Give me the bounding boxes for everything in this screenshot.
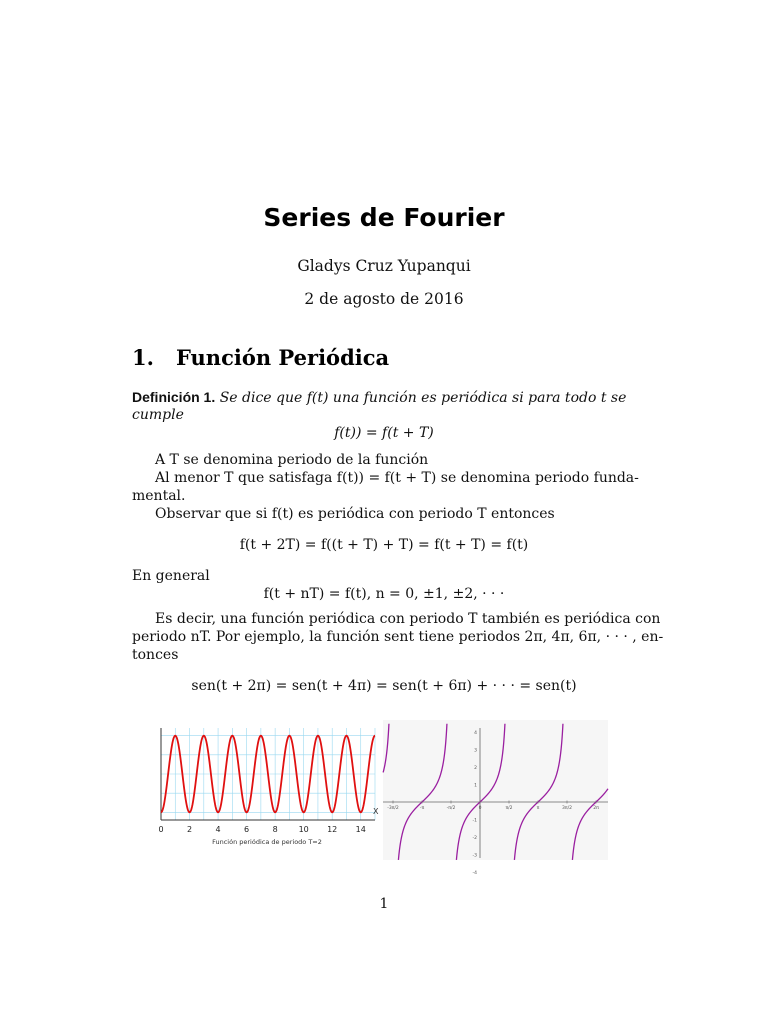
document-title: Series de Fourier: [263, 203, 505, 232]
definition-text-1: Se dice que f(t) una función es periódica si para todo t se: [219, 390, 627, 406]
y-tick-label: -1: [472, 818, 477, 824]
periodic-function-chart: [155, 720, 380, 850]
x-tick-label: 14: [355, 825, 366, 834]
x-tick-label: 3π/2: [562, 806, 572, 811]
x-tick-label: π/2: [505, 806, 513, 811]
y-tick-label: 1: [474, 783, 477, 789]
section-number: 1.: [132, 345, 154, 370]
x-tick-label: 10: [298, 825, 309, 834]
body-line-1: A T se denomina periodo de la función: [155, 452, 429, 468]
paragraph-line-2: periodo nT. Por ejemplo, la función sent tiene periodos 2π, 4π, 6π, · · · , en-: [132, 629, 664, 645]
y-tick-label: -4: [472, 871, 477, 876]
equation-3: f(t + nT) = f(t), n = 0, ±1, ±2, · · ·: [263, 586, 505, 602]
y-tick-label: 4: [474, 731, 477, 736]
definition-equation: f(t)) = f(t + T): [334, 425, 434, 441]
body-line-5: En general: [132, 568, 210, 584]
x-tick-label: -π/2: [446, 806, 456, 811]
x-tick-label: 12: [327, 825, 338, 834]
paragraph-line-3: tonces: [132, 647, 179, 663]
x-axis-label: X: [373, 807, 379, 816]
definition-line-1: [132, 388, 626, 407]
y-tick-label: -3: [472, 853, 477, 859]
figure-caption: Función periódica de periodo T=2: [212, 838, 322, 846]
page-number: 1: [379, 896, 389, 912]
equation-2: f(t + 2T) = f((t + T) + T) = f(t + T) = f(t): [239, 537, 529, 553]
x-tick-label: 0: [478, 806, 482, 811]
tangent-function-chart: [383, 720, 608, 876]
x-tick-label: -π: [419, 806, 425, 811]
y-tick-label: -2: [472, 836, 477, 841]
x-tick-label: 8: [272, 825, 278, 834]
x-tick-label: 2: [186, 825, 193, 834]
definition-text-2: cumple: [132, 407, 184, 423]
x-tick-label: π: [536, 806, 540, 811]
x-tick-label: 0: [158, 825, 164, 834]
body-line-4: Observar que si f(t) es periódica con periodo T entonces: [155, 506, 555, 522]
x-tick-label: 6: [244, 825, 250, 834]
x-tick-label: 2π: [593, 806, 599, 811]
body-line-2: Al menor T que satisfaga f(t)) = f(t + T) se denomina periodo funda-: [155, 470, 639, 486]
definition-label: Definición 1.: [132, 389, 216, 405]
y-tick-label: 2: [474, 766, 477, 771]
document-date: 2 de agosto de 2016: [304, 290, 464, 308]
x-tick-labels: [158, 825, 365, 834]
x-tick-label: -3π/2: [387, 806, 399, 811]
section-title: Función Periódica: [176, 345, 390, 370]
paragraph-line-1: Es decir, una función periódica con periodo T también es periódica con: [155, 611, 661, 627]
chart-background: [383, 720, 608, 860]
document-author: Gladys Cruz Yupanqui: [297, 257, 471, 275]
equation-4: sen(t + 2π) = sen(t + 4π) = sen(t + 6π) + · · · = sen(t): [191, 678, 577, 694]
x-tick-label: 4: [215, 825, 221, 834]
section-heading: [132, 345, 389, 370]
body-line-3: mental.: [132, 488, 186, 504]
y-tick-label: 3: [474, 748, 477, 754]
